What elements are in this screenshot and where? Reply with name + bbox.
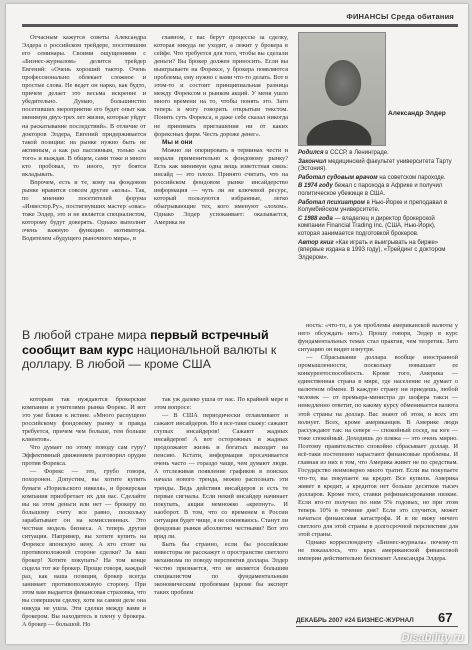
section-header: ФИНАНСЫ Среда обитания [346, 12, 454, 21]
paragraph: ность: «что-то, а уж проблемы американской валюты у него обсуждать нет»). Прошу говоря, Элдер в курс фундаментальных темах стал практик, чем теоретик. Зато ситуацию он видит изнутри. [298, 322, 458, 354]
site-watermark: Disability.ru [401, 632, 464, 644]
paragraph: — Сбрасывание доллара вообще иностранной промышленности, поскольку повышает ее конкурентоспособность. Кроме того, Америка — единственная страна в мире, где население не думает о валютном обмене. В каждую страну ни приедешь, любой человек — от премьера-министра до шофера такси — немедленно ответит, по какому курсу обменивается валюта этой страны на доллар. Вас знают об этом, и всех это волнует. Всех, кроме американцев. В Америке люди рассуждают так: на севере — спокойный сосед, на юге — тоже спокойный. Доходишь до пляжа — это очень мирно. Поэтому правительство спокойно сбрасывает доллар. И всё-таки постепенно нарастают финансовые проблемы. И главная из них в том, что Америка живет не по средствам. Государство неимоверно много тратит. Если вы покупаете что-то, вы покупаете на кредит. Все купили. Америка живет в кредит, а кредитов нет больше десятков тысяч долларов. Кроме того, ставки рефинансирования низкие. Если кто-то получил по ним 5% годовых, но при этом теперь 10% в течение дня? Если это случится, может начаться финансовая катастрофа. И я не вижу ничего светлого для этой страны в долгосрочной перспективе для этой страны. [298, 354, 458, 539]
bio-item: В 1974 году бежал с парохода в Африке и получил политическое убежище в США. [298, 183, 443, 197]
pull-quote: В любой стране мира первый встречный сообщит вам курс национальной валюты к доллару. В любой — кроме США [22, 328, 277, 372]
paragraph: главном, с вас берут процессы за сделку, которая никуда не уходит, а лежит у брокера в сейфе. Что требуется для того, чтобы вы сделали деньги? Вы брокер должен приносить. Если вы выигрываете на Форексе, у брокера появляются проблемы, ему нужно с вами что-то делать. Вот в этом-то и состоит принципиальная разница между Форексом и рынком акций. У меня ушло много времени на то, чтобы понять это. Зато теперь я могу говорить открытым текстом. Понять суть Форекса, я даже себе сказал никогда не принимать приглашения ни от каких форексных фирм. Честь дороже денег». [154, 34, 288, 138]
paragraph: Однако корреспонденту «Бизнес-журнала» почему-то не показалось, что крах американской финансовой империи действительно беспокоит Александра Элдера. [298, 539, 458, 563]
bio-item: Работал психиатром в Нью-Йорке и преподавал в Колумбийском университете. [298, 199, 448, 214]
paragraph: — В США периодически отлавливают и сажают инсайдеров. Но я все-таки скажу: сажают глупых инсайдеров! Сажают жадных инсайдеров! А вот осторожных и жадных продолжают жизнь и богатых выходят на пенсию. Кстати, информация просачивается очень часто — гораздо чаще, чем думают люди. А отслеживая появление графиков в поисках начала нового тренда, можно распознать эти тренды. Ведь действия инсайдеров и есть те первые сигналы. Если некий инсайдер начинает покупать, акции немножко «крепнут». И наоборот. В том, что со временем в России ситуация будет чище, я не сомневаюсь. Станут ли фондовые рынки абсолютно честными? Вот это вряд ли. [154, 412, 288, 540]
paragraph: — Форекс — это, грубо говоря, похоронен. Допустим, вы хотите купить бумаги «Норильского никеля», и брокерская компания приобретает их для вас. Сделайте вы на этом деньги или нет — брокеру по большому счету все равно, поскольку зарабатывает он на комиссионных. Это честная модель бизнеса. А теперь другая ситуация. Например, вы хотите купить на Форексе японскую иену. А кто стоит на противоположной стороне сделки? За ваш брокер! Хотите покупать? На том конце сидела тот же брокер. Проще говоря, каждый раз, как ваша позиция, брокер всегда занимает противоположную сторону. При этом вам выдается финансовая страховка, что вы совершили сделку, хотя на самом деле она никуда не ушла. Эти сделки между вами и брокером. Вы находитесь в плену у брокера. А брокер — большой. Но [22, 468, 146, 629]
footer-rule [296, 626, 458, 627]
header-rule [22, 24, 458, 27]
photo-caption: Александр Элдер [388, 110, 446, 117]
bio-item: Родился в СССР, в Ленинграде. [298, 150, 389, 156]
column-5 [298, 322, 458, 563]
paragraph: Отчасным кажутся советы Александра Элдера о российском трейдере, посетившим его семинары. Своими ощущениями с «Бизнес-журналом» делится трейдер Евгений: «Очень хороший тактор. Очень профессионально облекает сложное и простые слова. Не ведет он нарко, как будто, причем делает это весьма искренне и убедительно. Думаю, большинство посетивших мероприятие его будет опыт как минимум двух-трех лет жизни, которые уйдут на раскатывание последствий». В отличие от докторов Элдера, Евгений придерживается такой позиции: на рынке нужно быть не активным, а как раз пассивным, только «за того» и выждав. В общем, сами тоже и много кто пробовал, то иного, тут боятся вкладывать. [22, 34, 146, 178]
page-number: 67 [438, 610, 453, 625]
bio-item: С 1988 года — владелец и директор брокерской компании Financial Trading Inc. (США, Нью-Йорк), которая занимается подготовкой брокеров. [298, 215, 436, 237]
magazine-page [6, 4, 468, 644]
subheading: Мы и они [162, 138, 193, 146]
bio-item: Закончил медицинский факультет университета Тарту (Эстония). [298, 158, 452, 173]
author-photo [298, 32, 386, 146]
bio-item: Работал судовым врачом на советском пароходе. [298, 174, 446, 181]
paragraph: Можно ли оперировать в терминах чести и морали применительно к фондовому рынку? Есть как минимум одна вещь изветстная связь: инсайд — это плохо. Принято считать, что на российском фондовом рынке инсайдерство информация — чуть ли не ключевой ресурс, который пользуются избранные, легко обыгрывающие тех, кого именуют «лохом». Однако Элдер успокаивает: оказывается, Америка не [154, 146, 288, 227]
column-2 [154, 34, 288, 227]
paragraph: Быть бы странно, если бы российские инвесторы не расскажут о пространстве светлого механизма по поводу перспектив доллара. Элдер честно признается, что не является большим специалистом по фундаментальным экономическим проблемам (кроме бы эксперт таких проблем [154, 540, 288, 597]
column-1 [22, 34, 146, 243]
column-4 [154, 396, 288, 597]
issue-footer: ДЕКАБРЬ 2007 #24 БИЗНЕС-ЖУРНАЛ [296, 617, 414, 624]
author-bio [298, 150, 458, 263]
column-3 [22, 396, 146, 629]
paragraph: которым так нуждаются брокерские компании и учителями рынка Форекс. И вот это уже ближе к истине. «Много распущено российскому фондовому рынку и правда требуется, причем чем больше, тем больше клиентов». [22, 396, 146, 444]
paragraph: так уж далеко ушла от нас. По крайней мере в этом вопросе: [154, 396, 288, 412]
paragraph: Впрочем, есть и те, кому на фондовом рынке нравится совсем другие «козы». Так, по мнению посетителей форума «Инвестор.Ру», постигнувших мастер «овас» тоже Элдер, это и не является специалистом, которому будут доверять. Однако выполнят очень важную функцию мотиватора. Водителем «будущего рыночного мира», в [22, 178, 146, 243]
paragraph: Что думает по этому поводу сам гуру? Эффективный движением разговорил орудие против Форекса. [22, 444, 146, 468]
bio-item: Автор книг «Как играть и выигрывать на бирже» (впервые издана в 1993 году), «Трейдинг с доктором Элдером». [298, 239, 446, 261]
